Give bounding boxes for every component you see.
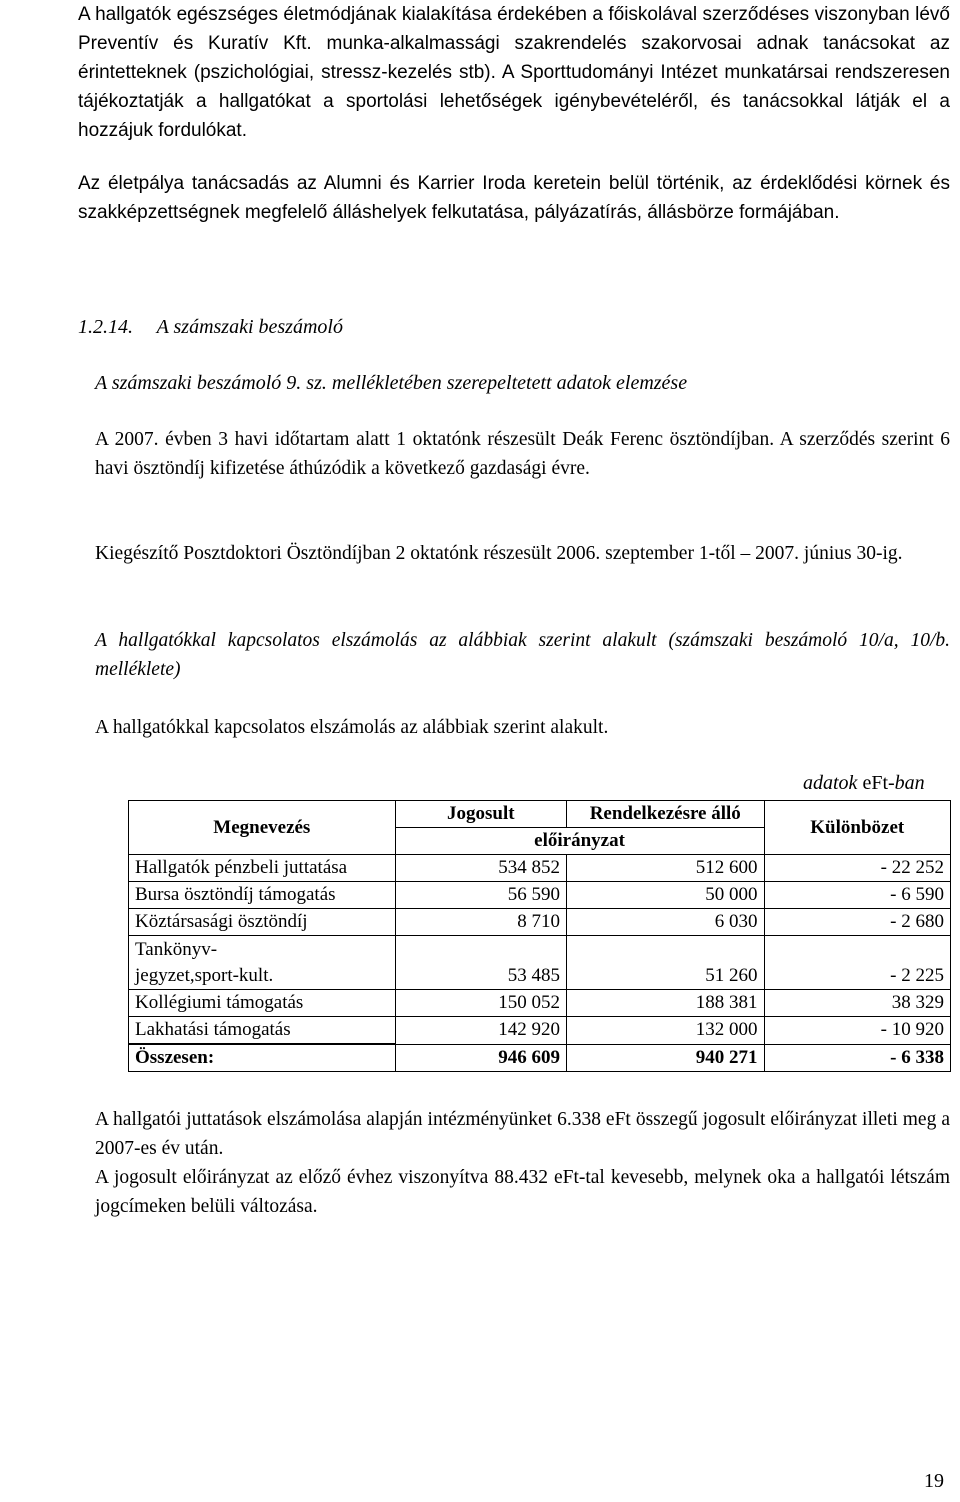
- row-available: 512 600: [566, 855, 764, 882]
- student-accounting-table: [128, 800, 951, 1072]
- row-difference: - 2 225: [764, 936, 950, 990]
- header-name: Megnevezés: [129, 801, 396, 855]
- paragraph-student-accounting: A hallgatókkal kapcsolatos elszámolás az alábbiak szerint alakult.: [95, 717, 609, 738]
- table-row: [129, 1017, 951, 1045]
- row-difference: - 22 252: [764, 855, 950, 882]
- row-name: Köztársasági ösztöndíj: [129, 909, 396, 936]
- paragraph-student-accounting-italic: A hallgatókkal kapcsolatos elszámolás az alábbiak szerint alakult (számszaki beszámoló 10/a, 10/b. melléklete): [95, 630, 950, 680]
- section-heading: [78, 313, 343, 341]
- table-header-row: [129, 801, 951, 828]
- row-entitled: 56 590: [395, 882, 566, 909]
- table-row: [129, 855, 951, 882]
- row-entitled: 8 710: [395, 909, 566, 936]
- page-number: 19: [924, 1470, 944, 1492]
- row-difference: - 6 590: [764, 882, 950, 909]
- header-difference: Különbözet: [764, 801, 950, 855]
- row-entitled: 534 852: [395, 855, 566, 882]
- row-available: 6 030: [566, 909, 764, 936]
- paragraph-entitlement: A hallgatói juttatások elszámolása alapján intézményünket 6.338 eFt összegű jogosult előirányzat illeti meg a 2007-es év után.: [95, 1109, 950, 1159]
- row-available: 188 381: [566, 990, 764, 1017]
- header-available: Rendelkezésre álló: [566, 801, 764, 828]
- table-row: [129, 882, 951, 909]
- row-available: 132 000: [566, 1017, 764, 1045]
- row-entitled: 53 485: [395, 936, 566, 990]
- row-difference: 38 329: [764, 990, 950, 1017]
- paragraph-scholarship: A 2007. évben 3 havi időtartam alatt 1 oktatónk részesült Deák Ferenc ösztöndíjban. A szerződés szerint 6 havi ösztöndíj kifizetése áthúzódik a következő gazdasági évre.: [95, 429, 950, 479]
- table-row: [129, 990, 951, 1017]
- row-name: Lakhatási támogatás: [129, 1017, 396, 1045]
- paragraph-career: Az életpálya tanácsadás az Alumni és Karrier Iroda keretein belül történik, az érdeklődési körnek és szakképzettségnek megfelelő álláshelyek felkutatása, pályázatírás, állásbörze formájában.: [78, 173, 950, 223]
- row-name: Bursa ösztöndíj támogatás: [129, 882, 396, 909]
- unit-label: adatok eFt-ban: [803, 772, 925, 794]
- subheading: A számszaki beszámoló 9. sz. mellékletében szerepeltetett adatok elemzése: [95, 372, 688, 394]
- row-name: Kollégiumi támogatás: [129, 990, 396, 1017]
- table-total-row: [129, 1044, 951, 1072]
- row-name: Tankönyv-jegyzet,sport-kult.: [129, 936, 396, 990]
- row-entitled: 150 052: [395, 990, 566, 1017]
- section-title: A számszaki beszámoló: [156, 316, 343, 338]
- total-available: 940 271: [566, 1044, 764, 1072]
- table-row: [129, 909, 951, 936]
- row-name: Hallgatók pénzbeli juttatása: [129, 855, 396, 882]
- row-difference: - 2 680: [764, 909, 950, 936]
- header-appropriation: előirányzat: [395, 828, 764, 855]
- paragraph-postdoc: Kiegészítő Posztdoktori Ösztöndíjban 2 oktatónk részesült 2006. szeptember 1-től – 2007. június 30-ig.: [95, 543, 903, 564]
- row-available: 50 000: [566, 882, 764, 909]
- paragraph-health: A hallgatók egészséges életmódjának kialakítása érdekében a főiskolával szerződéses viszonyban lévő Preventív és Kuratív Kft. munka-alkalmassági szakrendelés szakorvosai adnak tanácsokat az érintetteknek (pszichológiai, stressz-kezelés stb). A Sporttudományi Intézet munkatársai rendszeresen tájékoztatják a hallgatókat a sportolási lehetőségek igénybevételéről, és tanácsokkal látják el a hozzájuk fordulókat.: [78, 4, 950, 141]
- total-entitled: 946 609: [395, 1044, 566, 1072]
- row-available: 51 260: [566, 936, 764, 990]
- header-entitled: Jogosult: [395, 801, 566, 828]
- total-difference: - 6 338: [764, 1044, 950, 1072]
- section-number: 1.2.14.: [78, 316, 133, 338]
- row-entitled: 142 920: [395, 1017, 566, 1045]
- paragraph-decrease: A jogosult előirányzat az előző évhez viszonyítva 88.432 eFt-tal kevesebb, melynek oka a hallgatói létszám jogcímeken belüli változása.: [95, 1167, 950, 1217]
- table-row: [129, 936, 951, 990]
- row-difference: - 10 920: [764, 1017, 950, 1045]
- total-name: Összesen:: [129, 1044, 396, 1072]
